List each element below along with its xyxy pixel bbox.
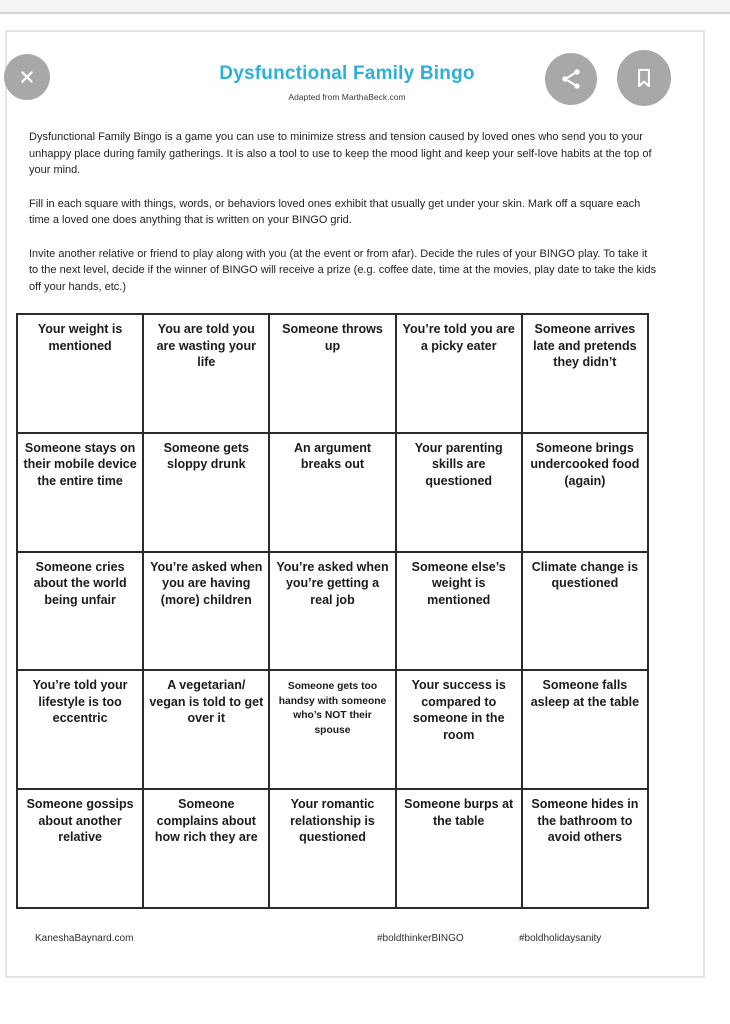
page-subtitle: Adapted from MarthaBeck.com: [288, 92, 406, 102]
footer-hashtag-boldthinker: #boldthinkerBINGO: [377, 933, 464, 944]
share-icon: [558, 66, 584, 92]
bingo-cell: You’re told you are a picky eater: [396, 314, 522, 433]
bingo-cell: Climate change is questioned: [522, 552, 648, 671]
intro-paragraph-2: Fill in each square with things, words, or behaviors loved ones exhibit that usually get under your skin. Mark off a square each time a loved one does anything that is written on your BINGO grid.: [29, 197, 641, 226]
bingo-cell: Someone complains about how rich they are: [143, 789, 269, 908]
bingo-cell: Someone throws up: [269, 314, 395, 433]
bingo-cell: You’re asked when you are having (more) children: [143, 552, 269, 671]
bingo-grid: [16, 313, 649, 909]
bingo-cell: Someone falls asleep at the table: [522, 670, 648, 789]
x-icon: [16, 66, 38, 88]
bingo-cell: Your parenting skills are questioned: [396, 433, 522, 552]
bingo-cell: Someone gets sloppy drunk: [143, 433, 269, 552]
share-button[interactable]: [545, 53, 597, 105]
bingo-cell: An argument breaks out: [269, 433, 395, 552]
bingo-cell: Your success is compared to someone in the room: [396, 670, 522, 789]
bingo-cell: Your romantic relationship is questioned: [269, 789, 395, 908]
bingo-cell: Someone arrives late and pretends they didn’t: [522, 314, 648, 433]
bingo-cell: You are told you are wasting your life: [143, 314, 269, 433]
bookmark-button[interactable]: [617, 50, 671, 106]
bingo-cell: A vegetarian/ vegan is told to get over it: [143, 670, 269, 789]
bingo-cell: You’re asked when you’re getting a real job: [269, 552, 395, 671]
bingo-cell: Someone cries about the world being unfair: [17, 552, 143, 671]
bingo-cell: You’re told your lifestyle is too eccentric: [17, 670, 143, 789]
bingo-cell: Someone gets too handsy with someone who’s NOT their spouse: [269, 670, 395, 789]
footer-website: KaneshaBaynard.com: [35, 933, 134, 944]
page-title: Dysfunctional Family Bingo: [219, 63, 475, 84]
footer-hashtag-boldholiday: #boldholidaysanity: [519, 933, 602, 944]
close-button[interactable]: [4, 54, 50, 100]
bingo-cell: Someone hides in the bathroom to avoid others: [522, 789, 648, 908]
intro-paragraph-1: Dysfunctional Family Bingo is a game you can use to minimize stress and tension caused by loved ones who send you to your unhappy place during family gatherings. It is also a tool to use to keep the mood light and keep your self-love habits at the top of your mind.: [29, 131, 652, 176]
bingo-cell: Your weight is mentioned: [17, 314, 143, 433]
bingo-cell: Someone stays on their mobile device the entire time: [17, 433, 143, 552]
top-divider: [0, 0, 730, 14]
intro-text: [29, 129, 657, 312]
bingo-cell: Someone gossips about another relative: [17, 789, 143, 908]
intro-paragraph-3: Invite another relative or friend to play along with you (at the event or from afar). Decide the rules of your BINGO play. To take it to the next level, decide if the winner of BINGO will receive a prize (e.g. coffee date, time at the movies, play date to take the kids off your hands, etc.): [29, 247, 657, 293]
bingo-cell: Someone else’s weight is mentioned: [396, 552, 522, 671]
bookmark-icon: [631, 65, 657, 91]
bingo-cell: Someone brings undercooked food (again): [522, 433, 648, 552]
bingo-cell: Someone burps at the table: [396, 789, 522, 908]
pin-card: [5, 30, 705, 978]
